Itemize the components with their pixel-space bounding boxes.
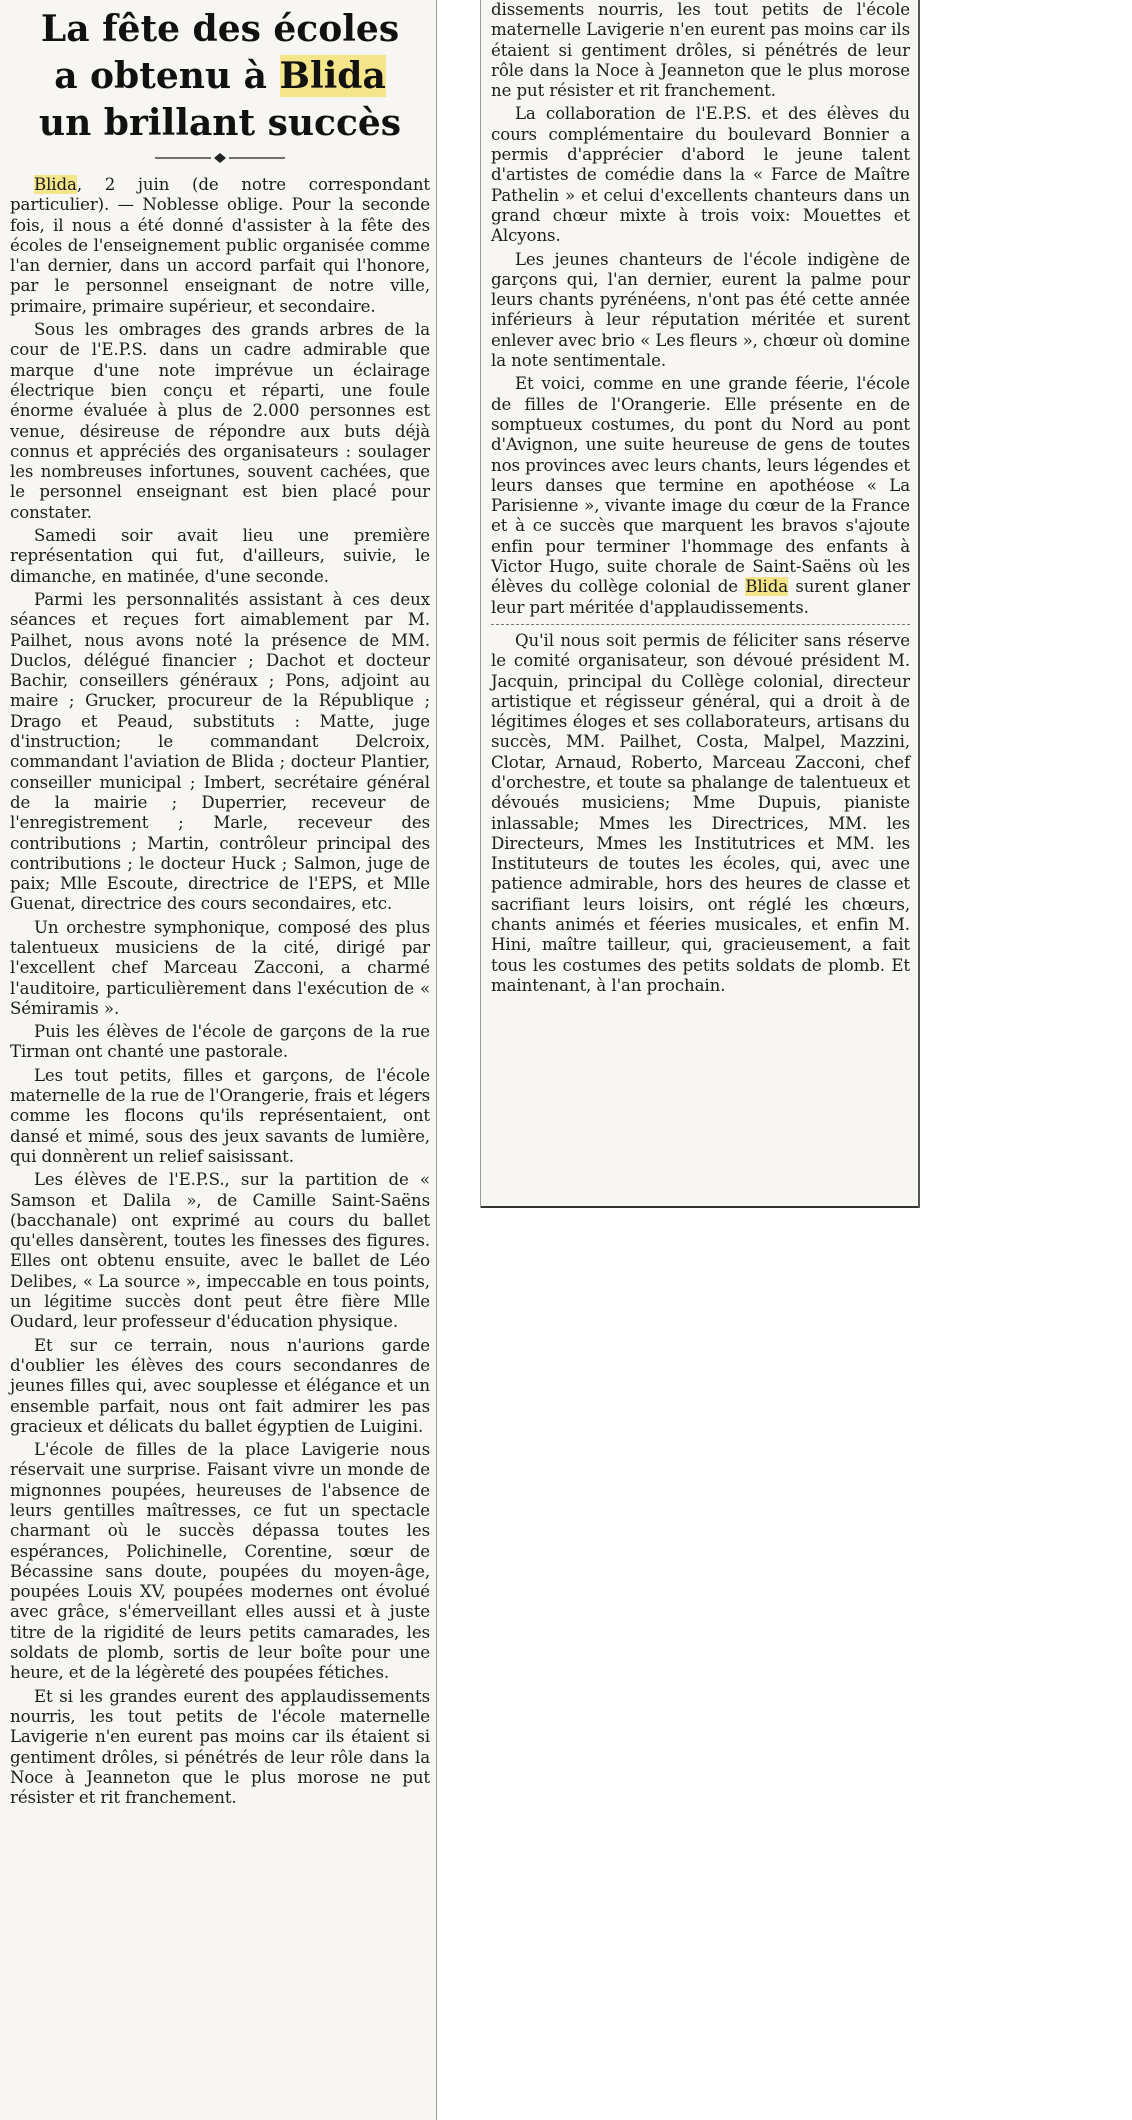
paragraph: Sous les ombrages des grands arbres de la cour de l'E.P.S. dans un cadre admirable que marque d'une note imprévue un éclairage électrique bien conçu et réparti, une foule énorme évaluée à plus de 2.000 personnes est venue, désireuse de répondre aux buts déjà connus et appréciés des organisateurs : soulager les nombreuses infortunes, souvent cachées, que le personnel enseignant est bien placé pour constater. [10,320,430,522]
paragraph: Les élèves de l'E.P.S., sur la partition de « Samson et Dalila », de Camille Saint-Saëns (bacchanale) ont exprimé au cours du ballet qu'elles dansèrent, toutes les finesses des figures. Elles ont obtenu ensuite, avec le ballet de Léo Delibes, « La source », impeccable en tous points, un légitime succès dont peut être fière Mlle Oudard, leur professeur d'éducation physique. [10,1170,430,1332]
paragraph: Et sur ce terrain, nous n'aurions garde d'oublier les élèves des cours secondanres de jeunes filles qui, avec souplesse et élégance et un ensemble parfait, nous ont fait admirer les pas gracieux et délicats du ballet égyptien de Luigini. [10,1335,430,1436]
paragraph: Samedi soir avait lieu une première représentation qui fut, d'ailleurs, suivie, le dimanche, en matinée, d'une seconde. [10,526,430,586]
place-highlight: Blida [745,577,789,597]
headline-line-1: La fête des écoles [40,8,400,50]
headline-line-3: un brillant succès [38,102,402,144]
headline-line-2: a obtenu à [54,55,280,97]
paragraph: Les jeunes chanteurs de l'école indigène de garçons qui, l'an dernier, eurent la palme pour leurs chants pyrénéens, n'ont pas été cette année inférieurs à leur réputation méritée et surent enlever avec brio « Les fleurs », chœur où domine la note sentimentale. [491,249,910,371]
paragraph-blida [491,374,910,618]
paragraph-tail: surent glaner leur part méritée d'applaudissements. [491,577,910,617]
paragraph-text: Et voici, comme en une grande féerie, l'école de filles de l'Orangerie. Elle présente en de somptueux costumes, du pont du Nord au pont d'Avignon, une suite heureuse de gens de toutes nos provinces avec leurs chants, leurs légendes et leurs danses que termine en apothéose « La Parisienne », vivante image du cœur de la France et à ce succès que marquent les bravos s'ajoute enfin pour terminer l'hommage des enfants à Victor Hugo, suite chorale de Saint-Saëns où les élèves du collège colonial de [491,374,910,597]
dateline-text: , 2 juin (de notre correspondant particulier). — Noblesse oblige. Pour la seconde fois, il nous a été donné d'assister à la fête des écoles de l'enseignement public organisée comme l'an dernier, dans un accord parfait qui l'honore, par le personnel enseignant de notre ville, primaire, primaire supérieur, et secondaire. [10,175,430,316]
paragraph: Les tout petits, filles et garçons, de l'école maternelle de la rue de l'Orangerie, frais et légers comme les flocons qu'ils représentaient, ont dansé et mimé, sous des jeux savants de lumière, qui donnèrent un relief saisissant. [10,1065,430,1166]
headline [10,6,430,147]
paragraph: Puis les élèves de l'école de garçons de la rue Tirman ont chanté une pastorale. [10,1022,430,1062]
dateline-place-highlight: Blida [34,175,77,194]
column-bottom-rule [481,1206,918,1208]
paragraph: Et si les grandes eurent des applaudissements nourris, les tout petits de l'école maternelle Lavigerie n'en eurent pas moins car ils étaient si gentiment drôles, si pénétrés de leur rôle dans la Noce à Jeanneton que le plus morose ne put résister et rit franchement. [10,1686,430,1808]
headline-place-highlight: Blida [279,55,386,97]
paragraph: Parmi les personnalités assistant à ces deux séances et reçues fort aimablement par M. Pailhet, nous avons noté la présence de MM. Duclos, délégué financier ; Dachot et docteur Bachir, conseillers généraux ; Pons, adjoint au maire ; Grucker, procureur de la République ; Drago et Peaud, substituts : Matte, juge d'instruction; le commandant Delcroix, commandant l'aviation de Blida ; docteur Plantier, conseiller municipal ; Imbert, secrétaire général de la mairie ; Duperrier, receveur de l'enregistrement ; Marle, receveur des contributions ; Martin, contrôleur principal des contributions ; le docteur Huck ; Salmon, juge de paix; Mlle Escoute, directrice de l'EPS, et Mlle Guenat, directrice des cours secondaires, etc. [10,589,430,914]
divider [491,624,910,625]
paragraph: La collaboration de l'E.P.S. et des élèves du cours complémentaire du boulevard Bonnier a permis d'apprécier d'abord le jeune talent d'artistes de comédie dans la « Farce de Maître Pathelin » et celui d'excellents chanteurs dans un grand chœur mixte à trois voix: Mouettes et Alcyons. [491,104,910,246]
paragraph-closing: Qu'il nous soit permis de féliciter sans réserve le comité organisateur, son dévoué président M. Jacquin, principal du Collège colonial, directeur artistique et régisseur général, qui a droit à de légitimes éloges et ses collaborateurs, artisans du succès, MM. Pailhet, Costa, Malpel, Mazzini, Clotar, Arnaud, Roberto, Marceau Zacconi, chef d'orchestre, et toute sa phalange de talentueux et dévoués musiciens; Mme Dupuis, pianiste inlassable; Mmes les Directrices, MM. les Directeurs, Mmes les Institutrices et MM. les Instituteurs de toutes les écoles, qui, avec une patience admirable, hors des heures de classe et sacrifiant leurs loisirs, ont réglé les chœurs, chants animés et féeries musicales, et enfin M. Hini, maître tailleur, qui, gracieusement, a fait tous les costumes des petits soldats de plomb. Et maintenant, à l'an prochain. [491,630,910,995]
paragraph: L'école de filles de la place Lavigerie nous réservait une surprise. Faisant vivre un monde de mignonnes poupées, heureuses de l'absence de leurs gentilles maîtresses, ce fut un spectacle charmant où le succès dépassa toutes les espérances, Polichinelle, Corentine, sœur de Bécassine sans doute, poupées du moyen-âge, poupées Louis XV, poupées modernes ont évolué avec grâce, s'émerveillant elles aussi et à juste titre de la rigidité de leurs petits camarades, les soldats de plomb, sortis de leur boîte pour une heure, et de la légèreté des poupées fétiches. [10,1440,430,1683]
article-right-column [480,0,920,1208]
paragraph-continued: dissements nourris, les tout petits de l'école maternelle Lavigerie n'en eurent pas moins car ils étaient si gentiment drôles, si pénétrés de leur rôle dans la Noce à Jeanneton que le plus morose ne put résister et rit franchement. [491,0,910,101]
paragraph-dateline [10,175,430,317]
article-left-column [0,0,437,2120]
headline-ornament [155,151,285,165]
paragraph: Un orchestre symphonique, composé des plus talentueux musiciens de la cité, dirigé par l'excellent chef Marceau Zacconi, a charmé l'auditoire, particulièrement dans l'exécution de « Sémiramis ». [10,917,430,1018]
